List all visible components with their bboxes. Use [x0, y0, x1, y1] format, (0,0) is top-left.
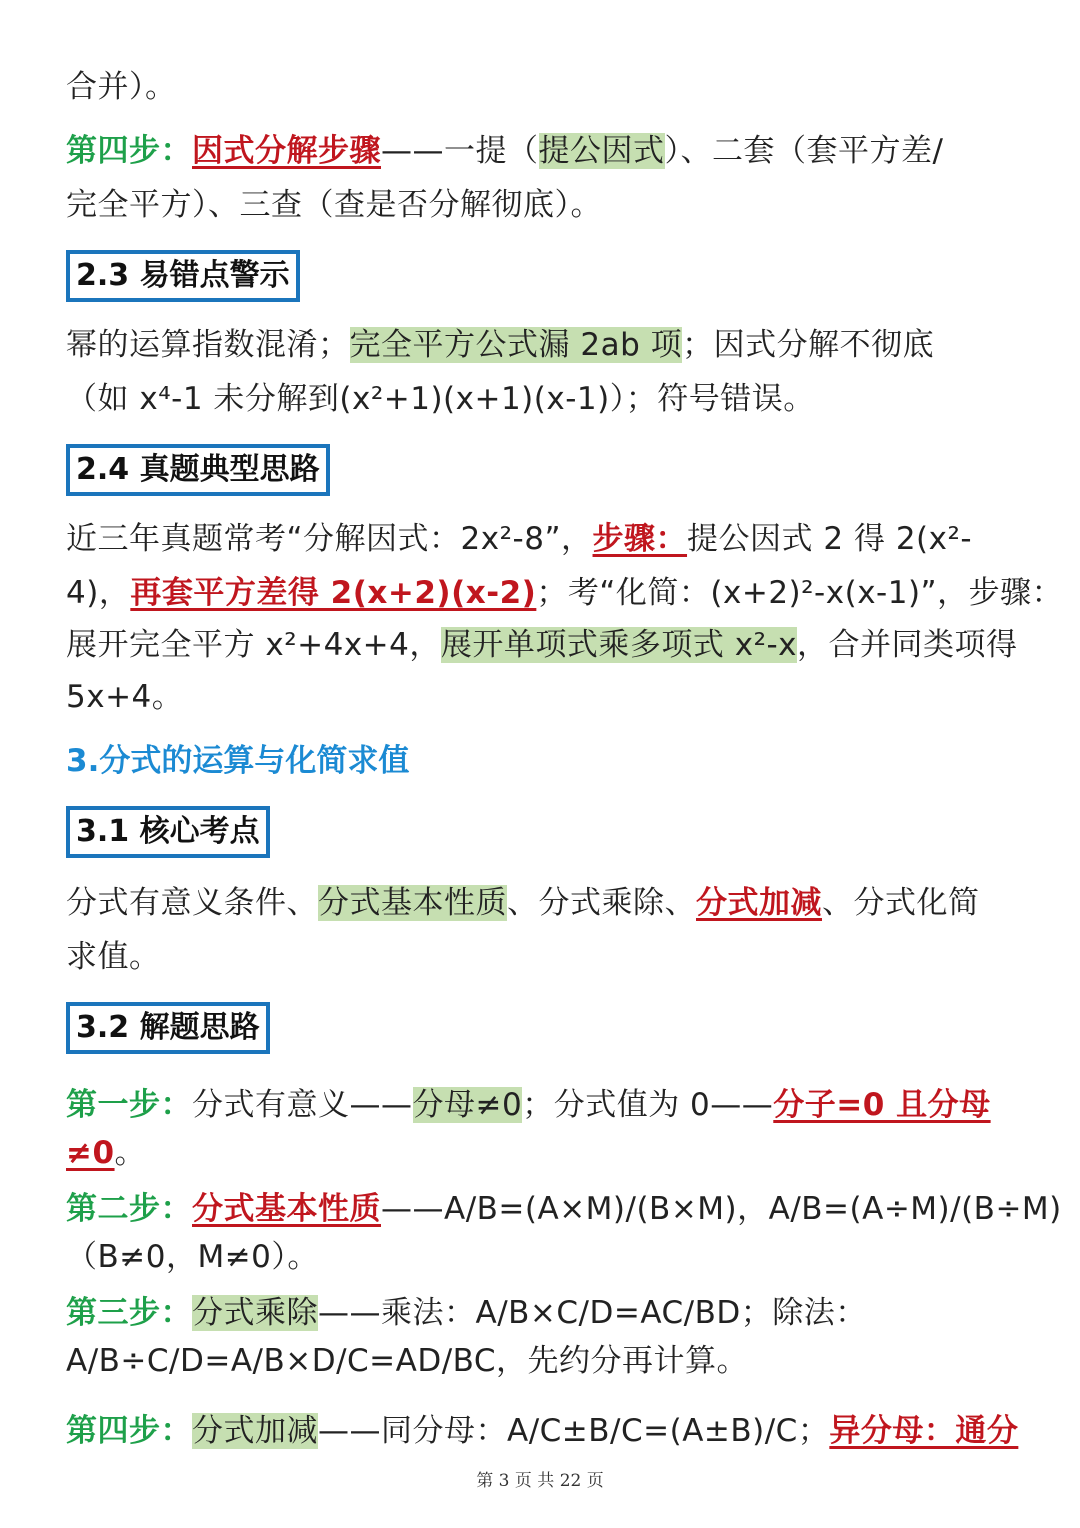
step-4: [66, 1408, 1018, 1454]
paragraph-2-4-line4: 5x+4。: [66, 679, 184, 715]
text: 展开完全平方 x²+4x+4，: [66, 627, 441, 663]
highlight-text: 分式乘除: [192, 1295, 318, 1331]
red-keyword: 因式分解步骤: [192, 133, 381, 169]
text: 4)，: [66, 575, 131, 611]
highlight-text: 分式加减: [192, 1413, 318, 1449]
text-line: 合并）。: [66, 69, 177, 105]
step-label: 第一步：: [66, 1087, 192, 1123]
text: ——乘法：A/B×C/D=AC/BD；除法：: [318, 1295, 867, 1331]
step-3-line2: A/B÷C/D=A/B×D/C=AD/BC，先约分再计算。: [66, 1343, 749, 1379]
step-label: 第二步：: [66, 1191, 192, 1227]
step-2: [66, 1186, 1062, 1232]
paragraph-2-4-line3: [66, 622, 1018, 668]
highlight-text: 分式基本性质: [318, 885, 507, 921]
text: ，合并同类项得: [797, 627, 1018, 663]
text: ；因式分解不彻底: [682, 327, 935, 363]
red-keyword: 分子=0 且分母: [773, 1087, 991, 1123]
text: ——一提（: [381, 133, 539, 169]
text: 、分式化简: [822, 885, 980, 921]
text: ——同分母：A/C±B/C=(A±B)/C；: [318, 1413, 830, 1449]
step-label: 第三步：: [66, 1295, 192, 1331]
step-3: [66, 1290, 867, 1336]
red-keyword: 分式加减: [696, 885, 822, 921]
text: ；考“化简：(x+2)²-x(x-1)”，步骤：: [536, 575, 1064, 611]
paragraph-2-4-line2: [66, 570, 1063, 616]
paragraph-2-3: [66, 322, 934, 368]
paragraph-3-1: [66, 880, 980, 926]
text-line: （如 x⁴-1 未分解到(x²+1)(x+1)(x-1)）；符号错误。: [66, 381, 815, 417]
text: 近三年真题常考“分解因式：2x²-8”，: [66, 521, 593, 557]
red-keyword: ≠0: [66, 1135, 115, 1171]
text: 幂的运算指数混淆；: [66, 327, 350, 363]
highlight-text: 分母≠0: [412, 1087, 523, 1123]
step-1: [66, 1082, 991, 1128]
highlight-text: 提公因式: [538, 133, 665, 169]
red-keyword: 异分母：通分: [829, 1413, 1019, 1449]
section-heading-2-4: 2.4 真题典型思路: [66, 444, 330, 496]
red-keyword: 步骤：: [592, 521, 688, 557]
section-heading-3-2: 3.2 解题思路: [66, 1002, 270, 1054]
text: 、分式乘除、: [507, 885, 696, 921]
step-2-line2: （B≠0，M≠0）。: [66, 1239, 319, 1275]
step-label: 第四步：: [66, 1413, 192, 1449]
red-keyword: 分式基本性质: [192, 1191, 381, 1227]
step-4-factor: [66, 128, 943, 174]
text: 分式有意义——: [192, 1087, 413, 1123]
step-label: 第四步：: [66, 133, 192, 169]
paragraph-2-4-line1: [66, 516, 972, 562]
section-title-3: 3.分式的运算与化简求值: [66, 743, 410, 779]
text-line: 完全平方）、三查（查是否分解彻底）。: [66, 187, 602, 223]
section-heading-3-1: 3.1 核心考点: [66, 806, 270, 858]
text: ）、二套（套平方差/: [664, 133, 944, 169]
highlight-text: 完全平方公式漏 2ab 项: [349, 327, 683, 363]
text-line: 求值。: [66, 939, 161, 975]
text: ；分式值为 0——: [522, 1087, 774, 1123]
text: 分式有意义条件、: [66, 885, 318, 921]
section-heading-2-3: 2.3 易错点警示: [66, 250, 300, 302]
page-footer: 第 3 页 共 22 页: [476, 1471, 604, 1491]
red-keyword: 再套平方差得 2(x+2)(x-2): [130, 575, 537, 611]
text: 。: [114, 1135, 147, 1171]
text: 提公因式 2 得 2(x²-: [687, 521, 973, 557]
text: ——A/B=(A×M)/(B×M)，A/B=(A÷M)/(B÷M): [381, 1191, 1062, 1227]
step-1-line2: [66, 1130, 146, 1176]
highlight-text: 展开单项式乘多项式 x²-x: [440, 627, 798, 663]
